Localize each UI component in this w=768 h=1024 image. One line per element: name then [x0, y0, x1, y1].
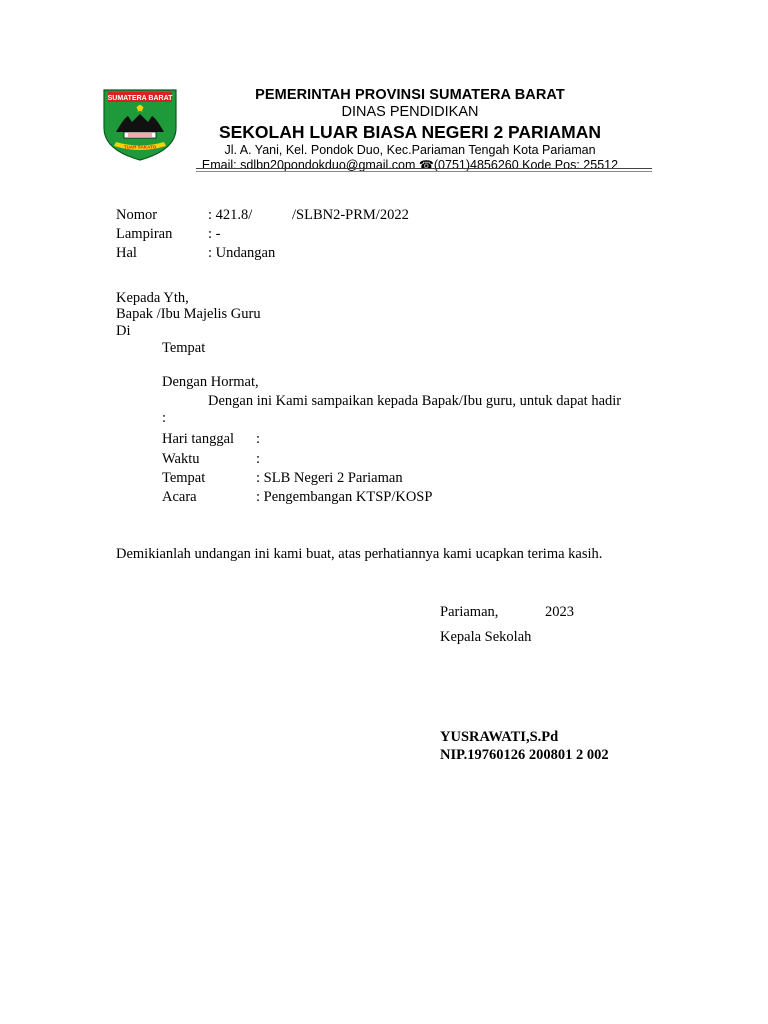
signatory-name: YUSRAWATI,S.Pd	[440, 729, 559, 745]
detail-value: : SLB Negeri 2 Pariaman	[256, 470, 403, 486]
signature-place: Pariaman,	[440, 604, 499, 620]
lampiran-label: Lampiran	[116, 226, 173, 242]
intro-text: Dengan ini Kami sampaikan kepada Bapak/Ibu guru, untuk dapat hadir	[208, 393, 622, 409]
letterhead-department: DINAS PENDIDIKAN	[341, 104, 479, 120]
letterhead-government: PEMERINTAH PROVINSI SUMATERA BARAT	[255, 87, 565, 103]
recipient-line-4: Tempat	[162, 340, 206, 356]
letterhead-school-name: SEKOLAH LUAR BIASA NEGERI 2 PARIAMAN	[218, 122, 602, 142]
detail-value: :	[256, 431, 261, 447]
hal-value: : Undangan	[208, 245, 276, 261]
recipient-line-1: Kepada Yth,	[116, 290, 189, 306]
intro-colon: :	[162, 410, 167, 426]
letterhead	[190, 86, 630, 173]
detail-label: Acara	[162, 489, 197, 505]
phone-icon: ☎	[418, 158, 434, 172]
greeting: Dengan Hormat,	[162, 374, 259, 390]
closing-text: Demikianlah undangan ini kami buat, atas perhatiannya kami ucapkan terima kasih.	[116, 546, 603, 562]
signatory-nip: NIP.19760126 200801 2 002	[440, 747, 609, 763]
recipient-line-2: Bapak /Ibu Majelis Guru	[116, 306, 261, 322]
detail-label: Waktu	[162, 451, 200, 467]
signature-year: 2023	[545, 604, 574, 620]
letterhead-divider-thin	[196, 171, 652, 172]
recipient-line-3: Di	[116, 323, 131, 339]
logo-ribbon-text: TUAH SAKATO	[123, 144, 157, 150]
letterhead-email: Email: sdlbn20pondokduo@gmail.com	[201, 158, 416, 172]
detail-label: Tempat	[162, 470, 206, 486]
letterhead-address: Jl. A. Yani, Kel. Pondok Duo, Kec.Pariaman Tengah Kota Pariaman	[224, 143, 596, 157]
nomor-value: : 421.8/	[208, 207, 253, 223]
signature-title: Kepala Sekolah	[440, 629, 532, 645]
nomor-suffix: /SLBN2-PRM/2022	[292, 207, 409, 223]
lampiran-value: : -	[208, 226, 221, 242]
sumatera-barat-logo	[102, 88, 178, 162]
detail-value: : Pengembangan KTSP/KOSP	[256, 489, 433, 505]
detail-label: Hari tanggal	[162, 431, 235, 447]
hal-label: Hal	[116, 245, 137, 261]
nomor-label: Nomor	[116, 207, 158, 223]
letterhead-divider	[196, 168, 652, 169]
detail-value: :	[256, 451, 261, 467]
letterhead-phone: (0751)4856260 Kode Pos: 25512	[433, 158, 619, 172]
logo-banner-text: SUMATERA BARAT	[107, 94, 173, 102]
